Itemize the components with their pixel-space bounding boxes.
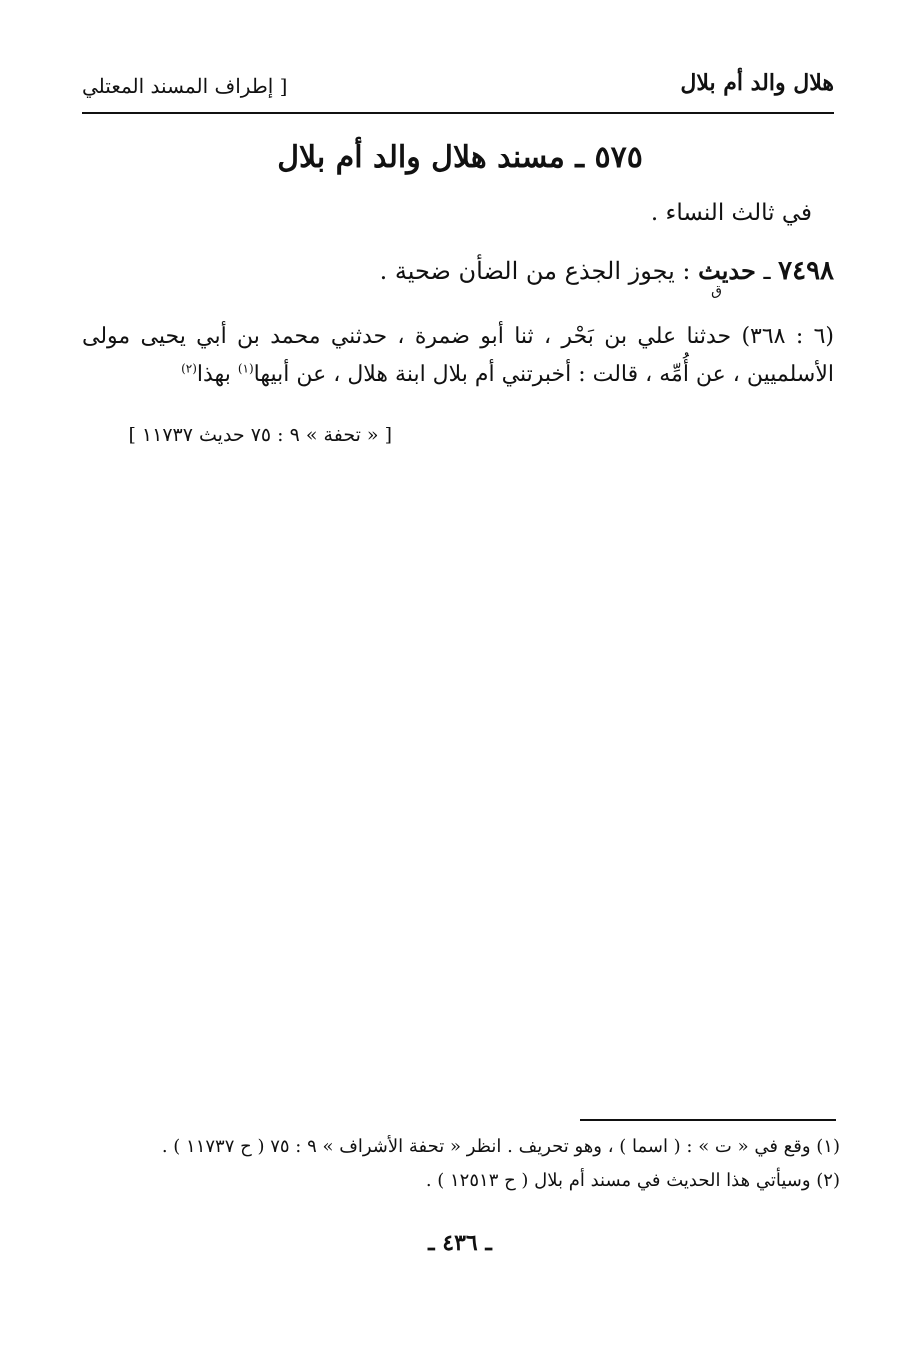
tuhfa-citation: [ « تحفة » ٩ : ٧٥ حديث ١١٧٣٧ ] <box>128 424 392 446</box>
header-book-title: [ إطراف المسند المعتلي <box>82 74 288 98</box>
hadith-label: حديث <box>698 256 756 285</box>
source-siglum: ق <box>711 283 722 299</box>
hadith-text: : يجوز الجذع من الضأن ضحية . <box>379 257 699 285</box>
footnote-2: (٢) وسيأتي هذا الحديث في مسند أم بلال ( ح ١٢٥١٣ ) . <box>425 1170 840 1191</box>
source-line: في ثالث النساء . <box>650 200 812 226</box>
footnote-1: (١) وقع في « ت » : ( اسما ) ، وهو تحريف . انظر « تحفة الأشراف » ٩ : ٧٥ ( ح ١١٧٣٧ ) . <box>161 1136 840 1157</box>
isnad-paragraph <box>82 318 834 394</box>
hadith-number: ٧٤٩٨ <box>778 256 834 286</box>
hadith-dash: ـ <box>755 257 779 285</box>
chapter-title: ٥٧٥ ـ مسند هلال والد أم بلال <box>277 140 643 175</box>
footnote-divider <box>580 1119 836 1121</box>
isnad-text: (٦ : ٣٦٨) حدثنا علي بن بَحْر ، ثنا أبو ضمرة ، حدثني محمد بن أبي يحيى مولى الأسلميين ، عن أُمِّه ، قالت : أخبرتني أم بلال ابنة هلال ، عن أبيها <box>82 324 835 387</box>
running-header <box>82 66 834 114</box>
page-number: ـ ٤٣٦ ـ <box>428 1230 492 1256</box>
footnote-ref-2[interactable]: (٢) <box>181 361 197 376</box>
hadith-heading <box>380 256 834 286</box>
footnote-ref-1[interactable]: (١) <box>237 361 254 376</box>
isnad-text-end: بهذا <box>196 362 238 387</box>
header-section-title: هلال والد أم بلال <box>680 70 834 96</box>
footnotes <box>80 1130 840 1198</box>
